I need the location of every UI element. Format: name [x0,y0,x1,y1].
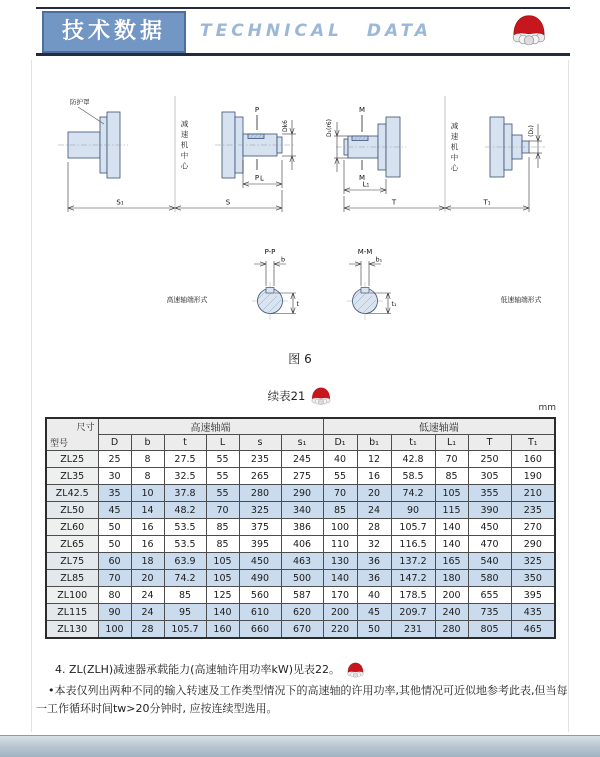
dk6-label: Dk6 [282,120,289,132]
value-cell: 80 [98,587,131,604]
value-cell: 40 [323,451,357,468]
value-cell: 42.8 [391,451,435,468]
header-cols-row [46,435,555,451]
value-cell: 50 [98,519,131,536]
low-speed-caption: 低速轴端形式 [500,296,542,304]
column-header: L₁ [435,435,468,451]
value-cell: 620 [281,604,323,621]
value-cell: 45 [357,604,391,621]
value-cell: 18 [131,553,164,570]
value-cell: 36 [357,553,391,570]
column-header: D₁ [323,435,357,451]
value-cell: 14 [131,502,164,519]
value-cell: 32.5 [164,468,206,485]
value-cell: 470 [468,536,511,553]
table-row [46,604,555,621]
value-cell: 580 [468,570,511,587]
value-cell: 170 [323,587,357,604]
value-cell: 85 [323,502,357,519]
value-cell: 85 [164,587,206,604]
pp-section-view [252,248,300,320]
l1-label: L₁ [362,180,370,189]
value-cell: 90 [391,502,435,519]
value-cell: 435 [511,604,555,621]
cover-leader-line [78,107,104,124]
value-cell: 805 [468,621,511,639]
value-cell: 130 [323,553,357,570]
column-header: b [131,435,164,451]
note-logo-icon [346,661,365,678]
value-cell: 235 [511,502,555,519]
value-cell: 325 [239,502,281,519]
t-dim-label: T [391,198,397,207]
value-cell: 450 [468,519,511,536]
value-cell: 10 [131,485,164,502]
t1-dim-label: T₁ [483,198,491,207]
value-cell: 395 [239,536,281,553]
value-cell: 45 [98,502,131,519]
value-cell: 670 [281,621,323,639]
value-cell: 235 [239,451,281,468]
table-row [46,451,555,468]
value-cell: 28 [131,621,164,639]
header-group-row [46,418,555,435]
value-cell: 30 [98,468,131,485]
model-cell: ZL65 [46,536,98,553]
model-cell: ZL75 [46,553,98,570]
value-cell: 355 [468,485,511,502]
value-cell: 53.5 [164,536,206,553]
model-cell: ZL60 [46,519,98,536]
table-row [46,536,555,553]
value-cell: 32 [357,536,391,553]
column-header: t₁ [391,435,435,451]
value-cell: 58.5 [391,468,435,485]
t1-label: t₁ [391,300,397,308]
value-cell: 48.2 [164,502,206,519]
value-cell: 100 [323,519,357,536]
value-cell: 20 [357,485,391,502]
svg-text:P: P [254,174,260,182]
brand-logo-icon [510,12,548,46]
table-row [46,570,555,587]
value-cell: 27.5 [164,451,206,468]
value-cell: 540 [468,553,511,570]
value-cell: 110 [323,536,357,553]
value-cell: 70 [323,485,357,502]
value-cell: 115 [435,502,468,519]
value-cell: 250 [468,451,511,468]
value-cell: 20 [131,570,164,587]
group-header: 低速轴端 [323,418,555,435]
d2-label: (D₂) [528,125,535,137]
s1-label: S₁ [116,198,124,207]
technical-drawing [0,62,600,374]
value-cell: 290 [281,485,323,502]
value-cell: 325 [511,553,555,570]
model-cell: ZL35 [46,468,98,485]
table-caption-logo-icon [310,386,332,405]
mm-section-view [347,248,397,320]
value-cell: 105 [435,485,468,502]
column-header: T₁ [511,435,555,451]
unit-label: mm [538,403,556,413]
value-cell: 70 [206,502,239,519]
l-label: L [260,174,264,183]
value-cell: 160 [206,621,239,639]
value-cell: 610 [239,604,281,621]
value-cell: 24 [357,502,391,519]
value-cell: 210 [511,485,555,502]
value-cell: 105 [206,570,239,587]
table-row [46,502,555,519]
model-cell: ZL25 [46,451,98,468]
value-cell: 140 [206,604,239,621]
value-cell: 340 [281,502,323,519]
value-cell: 200 [323,604,357,621]
table-row [46,553,555,570]
value-cell: 70 [98,570,131,587]
svg-text:M: M [358,106,366,114]
value-cell: 140 [435,536,468,553]
corner-top-label: 尺寸 [76,423,95,433]
value-cell: 53.5 [164,519,206,536]
value-cell: 350 [511,570,555,587]
value-cell: 180 [435,570,468,587]
column-header: D [98,435,131,451]
group-header: 高速轴端 [98,418,323,435]
value-cell: 105 [206,553,239,570]
value-cell: 280 [239,485,281,502]
model-cell: ZL50 [46,502,98,519]
value-cell: 395 [511,587,555,604]
value-cell: 36 [357,570,391,587]
value-cell: 25 [98,451,131,468]
value-cell: 105.7 [391,519,435,536]
value-cell: 8 [131,468,164,485]
value-cell: 116.5 [391,536,435,553]
value-cell: 85 [435,468,468,485]
value-cell: 50 [357,621,391,639]
value-cell: 660 [239,621,281,639]
value-cell: 160 [511,451,555,468]
value-cell: 55 [206,468,239,485]
high-speed-caption: 高速轴端形式 [166,296,208,304]
table-row [46,468,555,485]
reducer-center-label-2: 减速机中心 [450,122,459,175]
value-cell: 500 [281,570,323,587]
svg-text:M: M [358,174,366,182]
b-label: b [281,255,286,264]
dimension-table [45,417,556,639]
value-cell: 24 [131,604,164,621]
value-cell: 24 [131,587,164,604]
value-cell: 50 [98,536,131,553]
table-row [46,587,555,604]
note-bullet: •本表仅列出两种不同的输入转速及工作类型情况下的高速轴的许用功率,其他情况可近似地参考此表,但当每一工作循环时间tw>20分钟时, 应按连续型选用。 [36,684,568,715]
column-header: T [468,435,511,451]
value-cell: 375 [239,519,281,536]
column-header: t [164,435,206,451]
value-cell: 280 [435,621,468,639]
value-cell: 490 [239,570,281,587]
value-cell: 63.9 [164,553,206,570]
value-cell: 55 [206,485,239,502]
svg-text:P-P: P-P [264,248,276,256]
table-row [46,485,555,502]
value-cell: 209.7 [391,604,435,621]
value-cell: 290 [511,536,555,553]
column-header: b₁ [357,435,391,451]
value-cell: 95 [164,604,206,621]
page-title-en: TECHNICAL DATA [200,21,432,41]
value-cell: 270 [511,519,555,536]
value-cell: 240 [435,604,468,621]
value-cell: 450 [239,553,281,570]
value-cell: 220 [323,621,357,639]
note-4-text: 4. ZL(ZLH)减速器承载能力(高速轴许用功率kW)见表22。 [55,663,340,676]
value-cell: 231 [391,621,435,639]
value-cell: 390 [468,502,511,519]
value-cell: 560 [239,587,281,604]
model-cell: ZL115 [46,604,98,621]
table-row [46,621,555,639]
value-cell: 16 [131,519,164,536]
model-cell: ZL85 [46,570,98,587]
value-cell: 37.8 [164,485,206,502]
value-cell: 35 [98,485,131,502]
svg-text:M-M: M-M [357,248,373,256]
svg-text:P: P [254,106,260,114]
value-cell: 100 [98,621,131,639]
value-cell: 85 [206,536,239,553]
value-cell: 465 [511,621,555,639]
value-cell: 305 [468,468,511,485]
value-cell: 165 [435,553,468,570]
note-4 [55,661,365,678]
top-rule [36,7,570,9]
value-cell: 406 [281,536,323,553]
value-cell: 85 [206,519,239,536]
value-cell: 125 [206,587,239,604]
model-cell: ZL42.5 [46,485,98,502]
value-cell: 587 [281,587,323,604]
corner-bottom-label: 型号 [50,439,69,449]
page-title-cn: 技术数据 [42,11,186,53]
value-cell: 386 [281,519,323,536]
figure-caption: 图 6 [288,352,312,366]
value-cell: 735 [468,604,511,621]
table-row [46,519,555,536]
value-cell: 55 [206,451,239,468]
table-head [46,418,555,451]
value-cell: 60 [98,553,131,570]
value-cell: 245 [281,451,323,468]
s-label: S [225,198,231,207]
value-cell: 12 [357,451,391,468]
value-cell: 28 [357,519,391,536]
b1-label: b₁ [375,255,383,264]
bottom-band [0,735,600,757]
value-cell: 8 [131,451,164,468]
column-header: s [239,435,281,451]
value-cell: 463 [281,553,323,570]
column-header: s₁ [281,435,323,451]
column-header: L [206,435,239,451]
value-cell: 74.2 [391,485,435,502]
value-cell: 265 [239,468,281,485]
table-caption-text: 续表21 [267,389,306,403]
value-cell: 90 [98,604,131,621]
protective-cover-label: 防护罩 [70,98,90,106]
value-cell: 178.5 [391,587,435,604]
value-cell: 74.2 [164,570,206,587]
t-label: t [296,300,300,308]
value-cell: 105.7 [164,621,206,639]
value-cell: 70 [435,451,468,468]
value-cell: 275 [281,468,323,485]
value-cell: 147.2 [391,570,435,587]
value-cell: 140 [323,570,357,587]
table-body [46,451,555,639]
value-cell: 55 [323,468,357,485]
d1r6-label: D₁(r6) [326,119,333,137]
value-cell: 16 [131,536,164,553]
value-cell: 190 [511,468,555,485]
value-cell: 655 [468,587,511,604]
value-cell: 40 [357,587,391,604]
reducer-center-label-1: 减速机中心 [180,120,189,173]
table-caption [0,386,600,405]
corner-cell [46,418,98,451]
value-cell: 16 [357,468,391,485]
value-cell: 140 [435,519,468,536]
model-cell: ZL130 [46,621,98,639]
value-cell: 137.2 [391,553,435,570]
model-cell: ZL100 [46,587,98,604]
header-rule [36,53,570,56]
value-cell: 200 [435,587,468,604]
